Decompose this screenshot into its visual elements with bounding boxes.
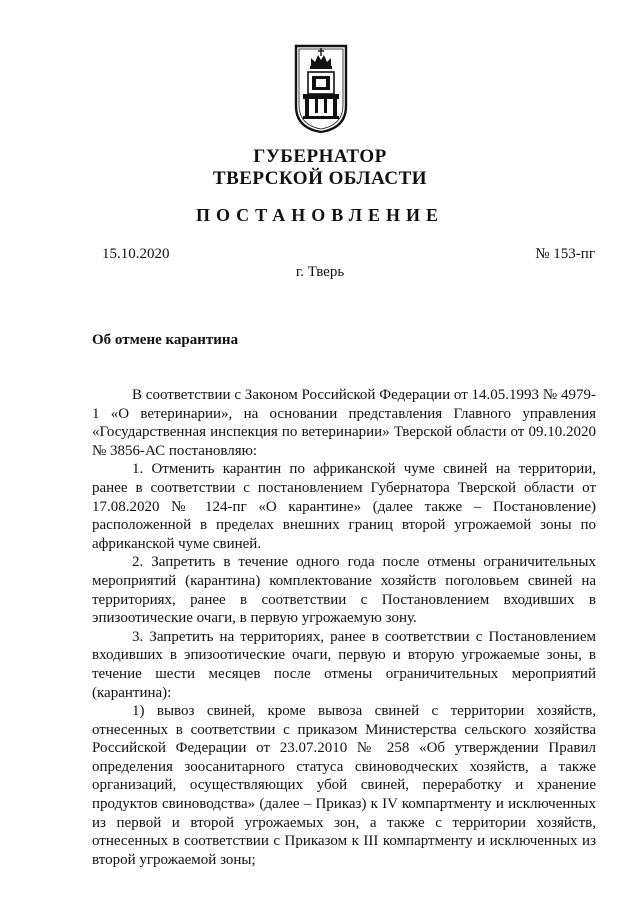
tver-coat-of-arms-icon (293, 42, 349, 134)
document-type-heading: ПОСТАНОВЛЕНИЕ (195, 205, 445, 225)
paragraph-subitem-3-1: 1) вывоз свиней, кроме вывоза свиней с территории хозяйств, отнесенных в соответствии с приказом Министерства сельского хозяйства Российской Федерации от 23.07.2010 № 258 «Об утверждении Правил определения зоосанитарного статуса свиноводческих хозяйств, а также организаций, осуществляющих убой свиней, переработку и хранение продуктов свиноводства» (далее – Приказ) к IV компартменту и исключенных из первой и второй угрожаемых зон, а также с территории хозяйств, отнесенных в соответствии с Приказом к III компартменту и исключенных из второй угрожаемой зоны; (92, 703, 596, 868)
document-number: № 153-пг (535, 246, 595, 262)
document-city: г. Тверь (295, 264, 345, 280)
paragraph-item-3: 3. Запретить на территориях, ранее в соответствии с Постановлением входивших в эпизоотические очаги, первую и вторую угрожаемые зоны, в течение шести месяцев после отмены ограничительных мероприятий (карантина): (92, 628, 596, 701)
paragraph-item-2: 2. Запретить в течение одного года после отмены ограничительных мероприятий (карантина) комплектование хозяйств поголовьем свиней на территориях, ранее в соответствии с Постановлением входивших в эпизоотические очаги, в первую угрожаемую зону. (92, 554, 596, 627)
paragraph-item-1: 1. Отменить карантин по африканской чуме свиней на территории, ранее в соответствии с постановлением Губернатора Тверской области от 17.08.2020 № 124-пг «О карантине» (далее также – Постановление) расположенной в пределах внешних границ второй угрожаемой зоны по африканской чуме свиней. (92, 461, 596, 552)
issuer-title-line2: ТВЕРСКОЙ ОБЛАСТИ (212, 168, 428, 189)
document-body (92, 386, 596, 869)
document-subject: Об отмене карантина (92, 332, 239, 348)
issuer-title-line1: ГУБЕРНАТОР (253, 146, 387, 167)
document-date: 15.10.2020 (102, 246, 170, 262)
paragraph-preamble: В соответствии с Законом Российской Федерации от 14.05.1993 № 4979-1 «О ветеринарии», на основании представления Главного управления «Государственная инспекция по ветеринарии» Тверской области от 09.10.2020 № 3856-АС постановляю: (92, 387, 596, 459)
